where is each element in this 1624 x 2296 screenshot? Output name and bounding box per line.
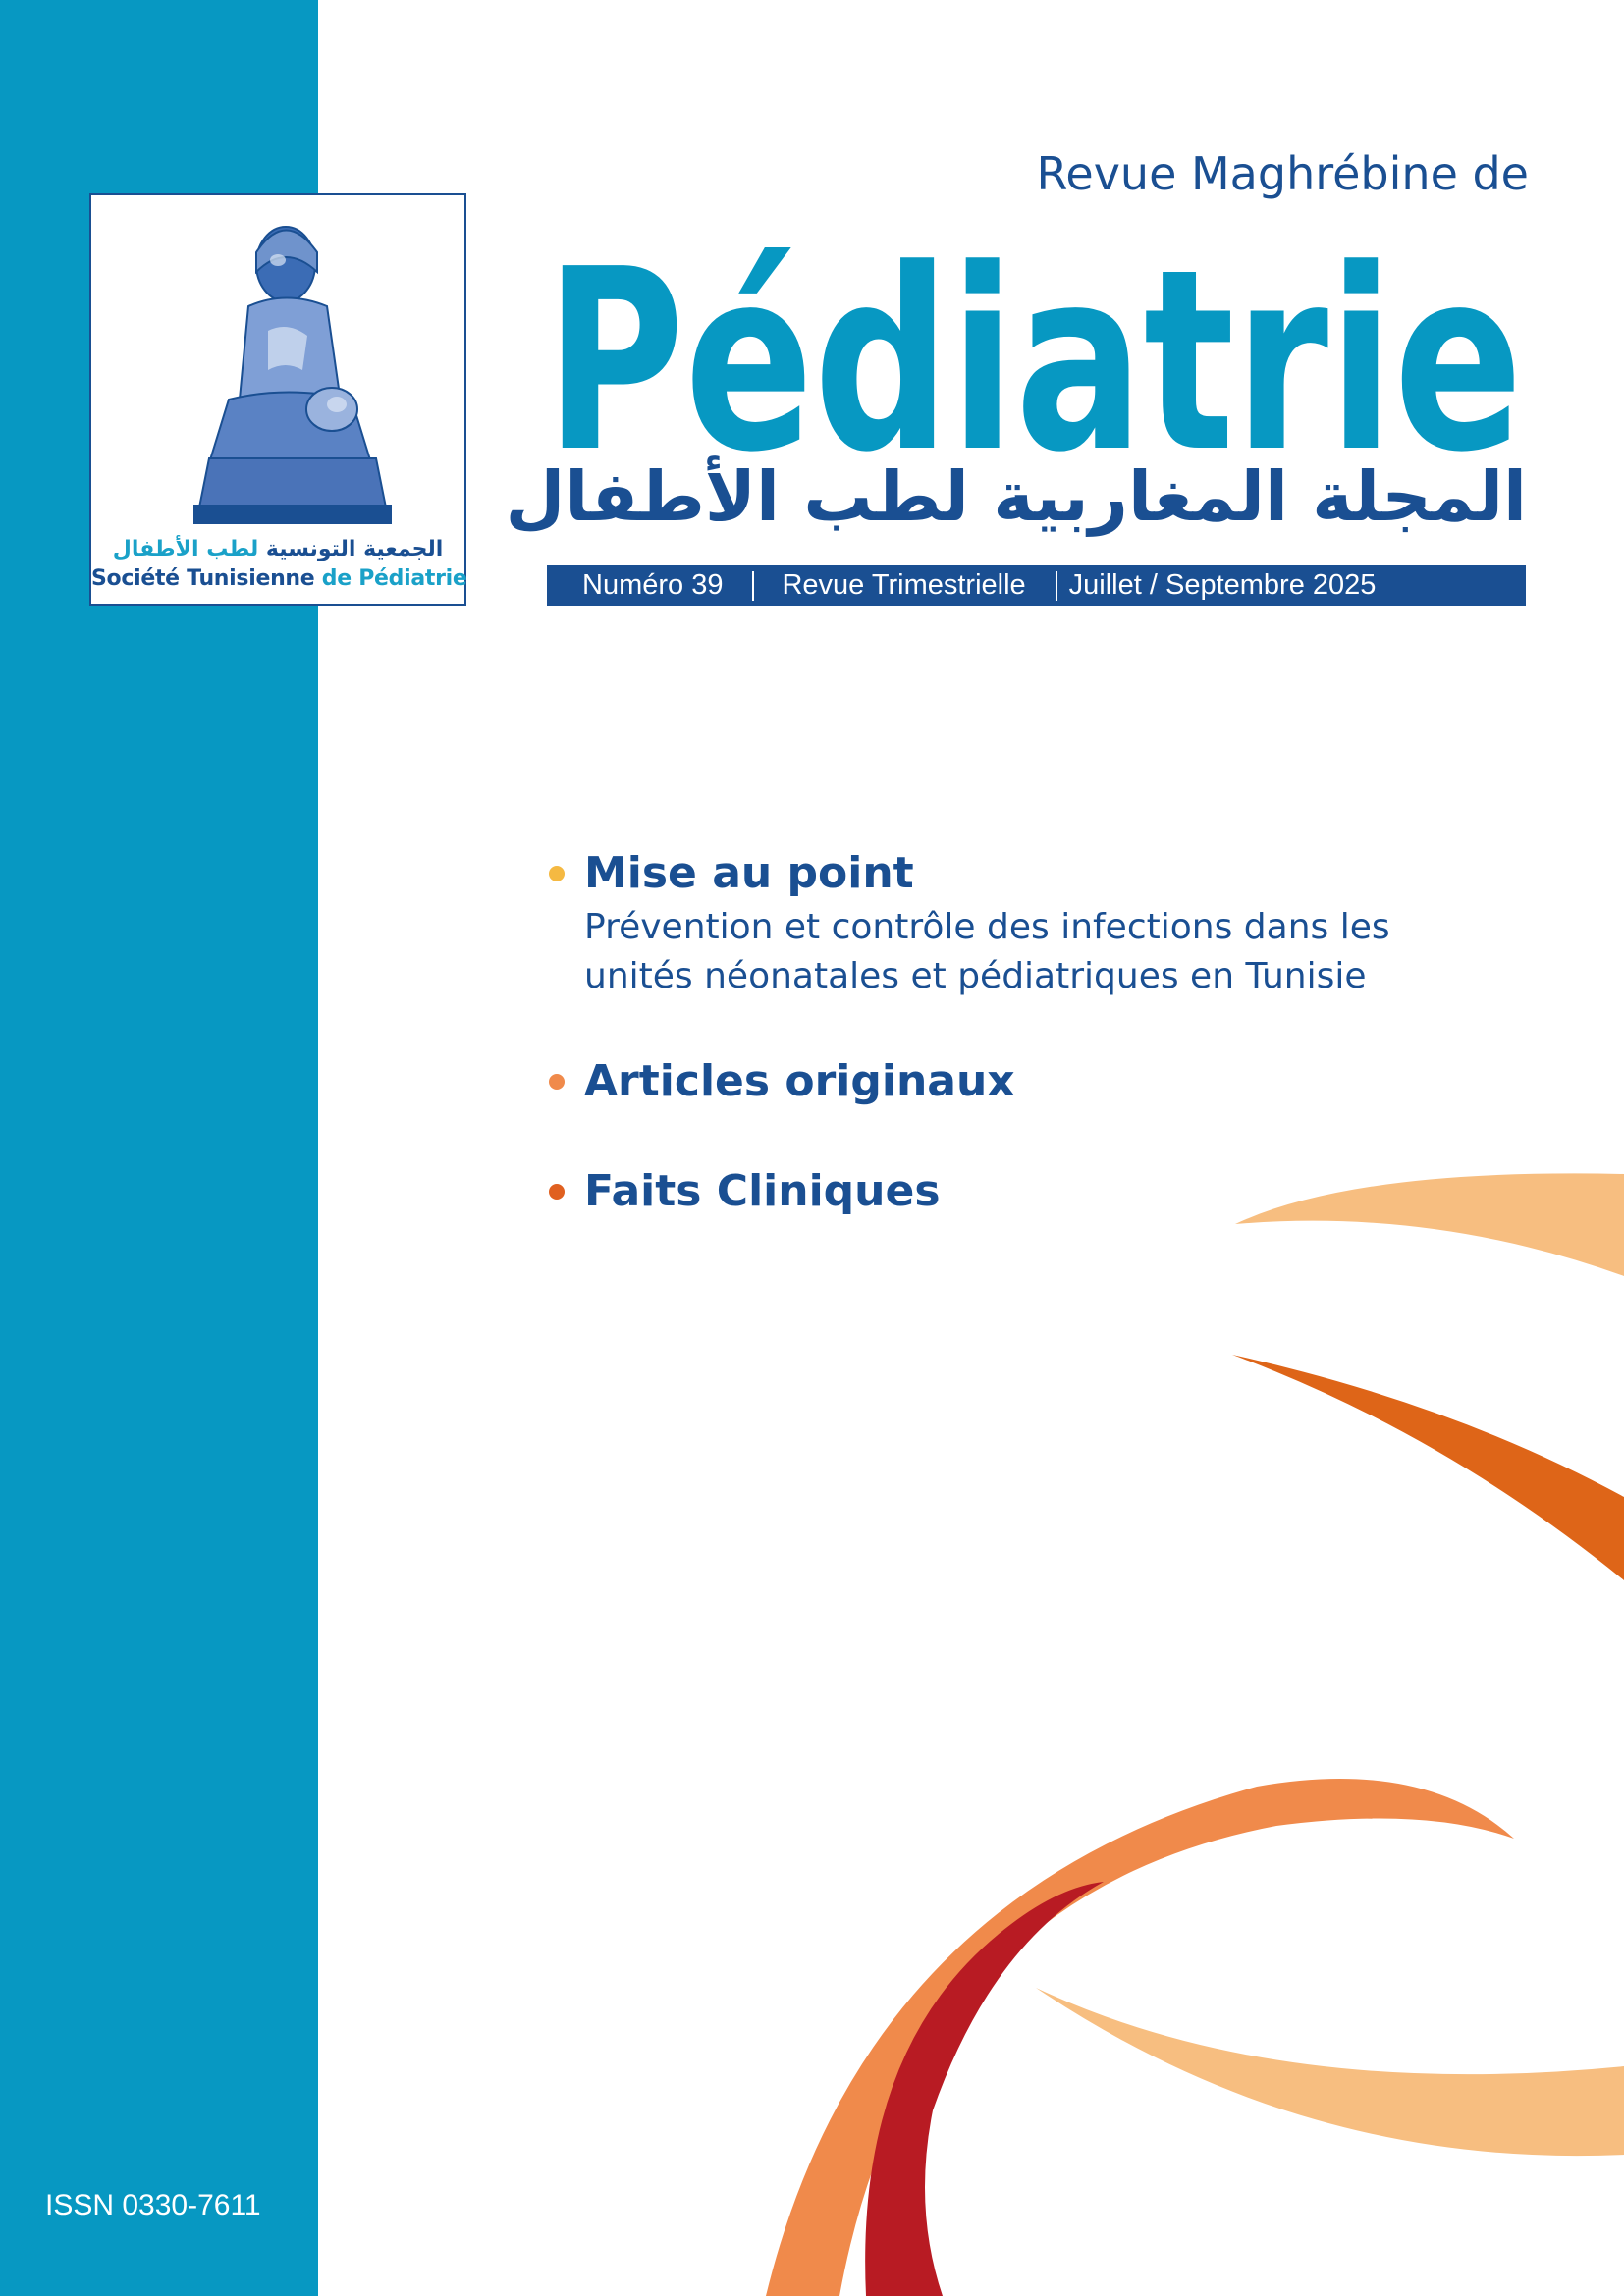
orange-bullet-icon bbox=[549, 1074, 565, 1090]
toc-heading: Mise au point bbox=[584, 848, 914, 898]
issue-number: Numéro 39 bbox=[582, 569, 724, 601]
society-arabic-name: الجمعية التونسية لطب الأطفال bbox=[112, 537, 444, 561]
toc-item bbox=[545, 1052, 1527, 1111]
toc-item bbox=[545, 844, 1527, 1001]
toc-subtitle-line: Prévention et contrôle des infections dans les bbox=[584, 907, 1390, 947]
issn-number: ISSN 0330-7611 bbox=[45, 2189, 261, 2221]
journal-title bbox=[545, 185, 1527, 469]
mother-and-child-statue-icon bbox=[170, 213, 396, 527]
toc-item bbox=[545, 1162, 1527, 1221]
issue-info-bar bbox=[547, 565, 1526, 606]
red-bullet-icon bbox=[549, 1184, 565, 1200]
journal-title-text: Pédiatrie bbox=[545, 216, 1523, 469]
journal-supertitle: Revue Maghrébine de bbox=[1036, 147, 1529, 200]
info-separator bbox=[1056, 571, 1057, 601]
peach-swoosh-bottom bbox=[1036, 1988, 1624, 2156]
issue-frequency: Revue Trimestrielle bbox=[782, 569, 1026, 601]
society-logo bbox=[89, 193, 466, 606]
issue-period: Juillet / Septembre 2025 bbox=[1068, 569, 1377, 601]
info-separator bbox=[752, 571, 754, 601]
toc-subtitle-line: unités néonatales et pédiatriques en Tunisie bbox=[584, 956, 1367, 996]
toc-heading: Faits Cliniques bbox=[584, 1166, 941, 1216]
journal-arabic-title: المجلة المغاربية لطب الأطفال bbox=[505, 456, 1527, 537]
society-french-name: Société Tunisienne de Pédiatrie bbox=[91, 566, 467, 591]
toc-heading: Articles originaux bbox=[584, 1056, 1015, 1106]
yellow-bullet-icon bbox=[549, 866, 565, 881]
table-of-contents bbox=[545, 844, 1527, 1221]
dark-orange-swoosh bbox=[1232, 1355, 1624, 1580]
